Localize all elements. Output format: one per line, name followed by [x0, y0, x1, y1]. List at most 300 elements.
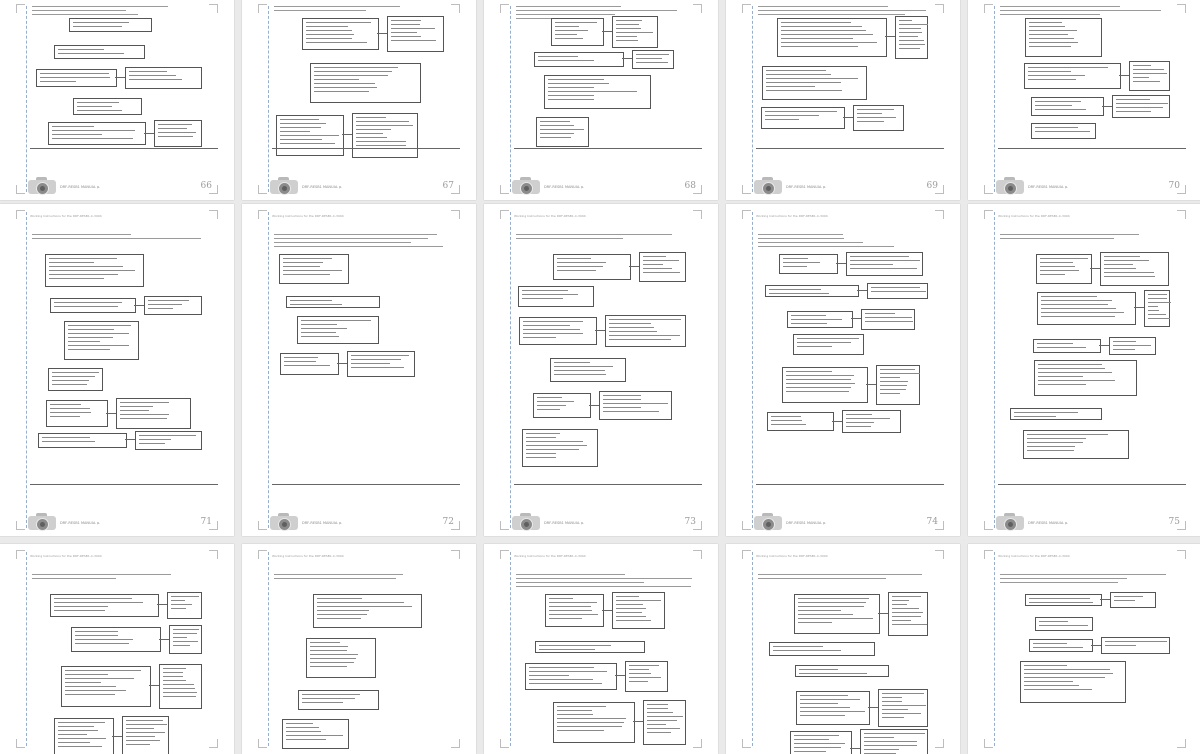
page-thumbnail[interactable]: [484, 544, 718, 754]
page-thumbnail[interactable]: [726, 544, 960, 754]
text-line: [1000, 10, 1161, 11]
flowchart-box: [534, 52, 623, 67]
running-header: Working Instructions for the DRF-RESB1-C-3004: [998, 554, 1070, 558]
flowchart-box: [612, 16, 657, 48]
crop-mark: [742, 185, 751, 194]
flowchart-box: [279, 254, 350, 284]
page-thumbnail[interactable]: [0, 544, 234, 754]
page-thumbnail[interactable]: [484, 0, 718, 200]
flowchart-connector: [851, 318, 861, 319]
crop-mark: [258, 210, 267, 219]
flowchart-box: [1101, 637, 1170, 653]
flowchart-box: [861, 309, 915, 330]
flowchart-box: [519, 317, 598, 345]
crop-mark: [16, 4, 25, 13]
flowchart-box: [135, 431, 202, 450]
flowchart-connector: [159, 639, 169, 640]
text-line: [32, 14, 138, 15]
flowchart-box: [605, 315, 686, 347]
flowchart-box: [1020, 661, 1126, 702]
flowchart-connector: [866, 384, 876, 385]
flowchart-box: [536, 117, 590, 147]
flowchart-connector: [157, 604, 167, 605]
text-line: [1000, 6, 1120, 7]
crop-mark: [16, 550, 25, 559]
flowchart-box: [525, 663, 616, 691]
flowchart-box: [553, 702, 635, 743]
flowchart-connector: [1119, 75, 1129, 76]
flowchart-box: [762, 66, 867, 100]
crop-mark: [693, 210, 702, 219]
flowchart-connector: [622, 58, 632, 59]
flowchart-box: [45, 254, 144, 287]
crop-mark: [500, 739, 509, 748]
body-text: [516, 574, 702, 590]
page-thumbnail[interactable]: [242, 544, 476, 754]
flowchart-box: [1037, 292, 1136, 325]
text-line: [1000, 578, 1127, 579]
footer-text: DRF-RESB1 MANUAL p.: [544, 185, 585, 189]
page-number: 67: [442, 181, 454, 191]
flowchart-box: [888, 592, 928, 636]
flowchart-box: [518, 286, 594, 307]
text-line: [758, 246, 894, 247]
flowchart-connector: [602, 610, 612, 611]
flowchart-connector: [615, 675, 625, 676]
flowchart-connector: [377, 33, 387, 34]
flowchart-box: [169, 625, 202, 654]
flowchart-box: [61, 666, 151, 707]
flowchart-box: [298, 690, 380, 709]
crop-mark: [935, 210, 944, 219]
flowchart-box: [876, 365, 920, 405]
flowchart-box: [1034, 360, 1137, 396]
page-thumbnail[interactable]: [242, 204, 476, 536]
camera-logo-icon: [754, 512, 782, 530]
flowchart-box: [867, 283, 928, 299]
binding-guide-line: [26, 552, 27, 746]
flowchart-connector: [589, 405, 599, 406]
text-line: [758, 6, 888, 7]
text-line: [516, 6, 621, 7]
binding-guide-line: [268, 552, 269, 746]
page-thumbnail[interactable]: [0, 204, 234, 536]
crop-mark: [500, 185, 509, 194]
flowchart-connector: [850, 748, 860, 749]
flowchart-connector: [112, 736, 122, 737]
flowchart-connector: [149, 685, 159, 686]
text-line: [516, 238, 623, 239]
flowchart-box: [765, 285, 859, 297]
text-line: [516, 578, 692, 579]
page-number: 69: [926, 181, 938, 191]
text-line: [274, 238, 428, 239]
flowchart-box: [1109, 337, 1156, 355]
text-line: [32, 10, 126, 11]
body-text: [274, 6, 460, 14]
text-line: [516, 10, 677, 11]
flowchart-connector: [1099, 345, 1109, 346]
flowchart-connector: [106, 413, 116, 414]
text-line: [758, 234, 843, 235]
crop-mark: [500, 4, 509, 13]
text-line: [516, 582, 644, 583]
binding-guide-line: [510, 6, 511, 192]
footer-rule: [998, 484, 1186, 485]
flowchart-box: [1100, 252, 1169, 286]
crop-mark: [693, 550, 702, 559]
crop-mark: [984, 550, 993, 559]
page-thumbnail[interactable]: [968, 544, 1200, 754]
footer-rule: [998, 148, 1186, 149]
page-thumbnail[interactable]: [968, 0, 1200, 200]
flowchart-box: [46, 400, 107, 426]
crop-mark: [935, 739, 944, 748]
footer-rule: [756, 484, 944, 485]
flowchart-box: [545, 594, 604, 627]
flowchart-box: [1112, 95, 1170, 118]
flowchart-box: [64, 321, 139, 361]
flowchart-box: [1031, 123, 1096, 139]
flowchart-box: [796, 691, 870, 725]
flowchart-connector: [1090, 268, 1100, 269]
body-text: [32, 574, 218, 582]
footer-text: DRF-RESB1 MANUAL p.: [60, 521, 101, 525]
flowchart-box: [793, 334, 864, 355]
flowchart-box: [306, 638, 376, 679]
crop-mark: [16, 521, 25, 530]
flowchart-box: [167, 592, 202, 619]
footer-text: DRF-RESB1 MANUAL p.: [786, 185, 827, 189]
page-number: 73: [684, 517, 696, 527]
flowchart-box: [154, 120, 202, 147]
crop-mark: [16, 185, 25, 194]
crop-mark: [984, 521, 993, 530]
running-header: Working Instructions for the DRF-RESB1-C-3004: [514, 214, 586, 218]
body-text: [1000, 574, 1186, 586]
flowchart-box: [769, 642, 875, 656]
text-line: [274, 242, 411, 243]
text-line: [1000, 238, 1114, 239]
crop-mark: [500, 521, 509, 530]
crop-mark: [16, 210, 25, 219]
text-line: [274, 6, 400, 7]
page-number: 68: [684, 181, 696, 191]
footer-text: DRF-RESB1 MANUAL p.: [302, 185, 343, 189]
flowchart-box: [50, 298, 136, 314]
flowchart-box: [639, 252, 686, 282]
crop-mark: [935, 550, 944, 559]
footer-rule: [514, 484, 702, 485]
flowchart-box: [122, 716, 169, 754]
flowchart-box: [794, 594, 880, 634]
binding-guide-line: [26, 6, 27, 192]
flowchart-box: [1129, 61, 1170, 91]
flowchart-box: [522, 429, 598, 466]
flowchart-box: [297, 316, 379, 344]
text-line: [758, 14, 905, 15]
footer-text: DRF-RESB1 MANUAL p.: [1028, 521, 1069, 525]
crop-mark: [984, 739, 993, 748]
binding-guide-line: [268, 212, 269, 528]
camera-logo-icon: [28, 176, 56, 194]
page-thumbnail[interactable]: [242, 0, 476, 200]
crop-mark: [1177, 550, 1186, 559]
text-line: [274, 234, 437, 235]
flowchart-box: [795, 665, 889, 678]
flowchart-box: [782, 367, 868, 403]
footer-rule: [514, 148, 702, 149]
flowchart-box: [48, 368, 103, 391]
crop-mark: [209, 210, 218, 219]
flowchart-box: [544, 75, 652, 109]
crop-mark: [16, 739, 25, 748]
flowchart-box: [310, 63, 420, 103]
crop-mark: [209, 550, 218, 559]
footer-rule: [756, 148, 944, 149]
camera-logo-icon: [996, 512, 1024, 530]
camera-logo-icon: [270, 176, 298, 194]
flowchart-box: [535, 641, 645, 653]
crop-mark: [693, 739, 702, 748]
flowchart-box: [1033, 339, 1101, 353]
running-header: Working Instructions for the DRF-RESB1-C-3004: [272, 554, 344, 558]
flowchart-box: [895, 16, 928, 59]
binding-guide-line: [752, 552, 753, 746]
binding-guide-line: [994, 552, 995, 746]
flowchart-box: [779, 254, 838, 274]
flowchart-box: [846, 252, 923, 276]
binding-guide-line: [268, 6, 269, 192]
page-number: 75: [1168, 517, 1180, 527]
crop-mark: [1177, 210, 1186, 219]
flowchart-connector: [144, 133, 154, 134]
flowchart-box: [860, 729, 928, 754]
body-text: [1000, 6, 1186, 18]
flowchart-connector: [134, 305, 144, 306]
page-number: 71: [200, 517, 212, 527]
crop-mark: [742, 4, 751, 13]
body-text: [516, 234, 702, 242]
flowchart-connector: [602, 31, 612, 32]
flowchart-box: [116, 398, 191, 428]
page-thumbnail[interactable]: [726, 204, 960, 536]
flowchart-box: [625, 661, 668, 693]
body-text: [274, 234, 460, 250]
flowchart-box: [54, 45, 145, 59]
flowchart-box: [276, 115, 344, 156]
crop-mark: [451, 550, 460, 559]
text-line: [274, 10, 366, 11]
flowchart-box: [347, 351, 415, 377]
flowchart-box: [1025, 18, 1102, 57]
flowchart-box: [767, 412, 834, 431]
binding-guide-line: [994, 212, 995, 528]
flowchart-box: [853, 105, 904, 130]
flowchart-box: [550, 358, 627, 382]
text-line: [32, 234, 131, 235]
text-line: [516, 234, 672, 235]
running-header: Working Instructions for the DRF-RESB1-C-3004: [998, 214, 1070, 218]
crop-mark: [500, 210, 509, 219]
flowchart-box: [387, 16, 444, 52]
camera-logo-icon: [270, 512, 298, 530]
text-line: [758, 238, 844, 239]
crop-mark: [742, 550, 751, 559]
flowchart-box: [1035, 617, 1093, 631]
flowchart-connector: [629, 266, 639, 267]
body-text: [758, 574, 944, 582]
flowchart-box: [1144, 290, 1170, 327]
flowchart-box: [36, 69, 117, 86]
flowchart-connector: [595, 330, 605, 331]
flowchart-connector: [115, 77, 125, 78]
flowchart-box: [842, 410, 901, 433]
flowchart-connector: [633, 721, 643, 722]
flowchart-box: [73, 98, 142, 115]
crop-mark: [451, 210, 460, 219]
flowchart-connector: [836, 263, 846, 264]
text-line: [516, 14, 615, 15]
flowchart-box: [159, 664, 202, 709]
camera-logo-icon: [996, 176, 1024, 194]
flowchart-box: [286, 296, 380, 308]
flowchart-connector: [878, 613, 888, 614]
flowchart-connector: [337, 363, 347, 364]
running-header: Working Instructions for the DRF-RESB1-C-3004: [30, 214, 102, 218]
footer-text: DRF-RESB1 MANUAL p.: [544, 521, 585, 525]
flowchart-connector: [1100, 599, 1110, 600]
text-line: [758, 578, 886, 579]
text-line: [32, 574, 171, 575]
text-line: [758, 10, 926, 11]
crop-mark: [1177, 739, 1186, 748]
flowchart-box: [282, 719, 349, 750]
flowchart-box: [1036, 254, 1093, 284]
text-line: [516, 574, 625, 575]
running-header: Working Instructions for the DRF-RESB1-C-3004: [756, 214, 828, 218]
flowchart-box: [777, 18, 887, 57]
flowchart-box: [1010, 408, 1102, 420]
text-line: [32, 578, 116, 579]
footer-rule: [272, 148, 460, 149]
flowchart-box: [48, 122, 146, 145]
footer-rule: [30, 484, 218, 485]
body-text: [274, 574, 460, 582]
footer-text: DRF-RESB1 MANUAL p.: [786, 521, 827, 525]
crop-mark: [984, 210, 993, 219]
flowchart-box: [551, 18, 604, 46]
flowchart-box: [313, 594, 422, 628]
flowchart-connector: [1134, 307, 1144, 308]
flowchart-connector: [843, 117, 853, 118]
body-text: [32, 234, 218, 242]
camera-logo-icon: [512, 512, 540, 530]
binding-guide-line: [26, 212, 27, 528]
flowchart-box: [612, 592, 665, 629]
flowchart-box: [50, 594, 159, 617]
crop-mark: [209, 739, 218, 748]
crop-mark: [258, 4, 267, 13]
flowchart-box: [352, 113, 417, 158]
page-number: 72: [442, 517, 454, 527]
flowchart-box: [787, 311, 853, 328]
flowchart-connector: [1102, 106, 1112, 107]
flowchart-connector: [832, 421, 842, 422]
page-thumbnail[interactable]: [726, 0, 960, 200]
body-text: [758, 234, 944, 250]
flowchart-box: [144, 296, 202, 316]
text-line: [32, 238, 201, 239]
footer-text: DRF-RESB1 MANUAL p.: [1028, 185, 1069, 189]
running-header: Working Instructions for the DRF-RESB1-C-3004: [514, 554, 586, 558]
body-text: [1000, 234, 1186, 242]
text-line: [274, 578, 396, 579]
text-line: [1000, 574, 1166, 575]
flowchart-box: [302, 18, 379, 50]
footer-rule: [30, 148, 218, 149]
crop-mark: [258, 185, 267, 194]
crop-mark: [258, 550, 267, 559]
flowchart-connector: [1091, 645, 1101, 646]
crop-mark: [984, 4, 993, 13]
flowchart-box: [38, 433, 127, 448]
running-header: Working Instructions for the DRF-RESB1-C-3004: [272, 214, 344, 218]
flowchart-box: [125, 67, 202, 88]
text-line: [758, 242, 863, 243]
camera-logo-icon: [512, 176, 540, 194]
flowchart-box: [1023, 430, 1129, 459]
crop-mark: [500, 550, 509, 559]
flowchart-box: [1024, 63, 1120, 89]
crop-mark: [258, 739, 267, 748]
crop-mark: [742, 739, 751, 748]
flowchart-box: [553, 254, 631, 280]
flowchart-box: [280, 353, 339, 375]
page-thumbnail[interactable]: [484, 204, 718, 536]
flowchart-box: [1025, 594, 1102, 606]
flowchart-box: [1031, 97, 1104, 116]
footer-text: DRF-RESB1 MANUAL p.: [60, 185, 101, 189]
binding-guide-line: [510, 212, 511, 528]
flowchart-connector: [885, 36, 895, 37]
flowchart-box: [71, 627, 162, 652]
flowchart-box: [599, 391, 672, 420]
flowchart-box: [632, 50, 674, 69]
text-line: [516, 586, 691, 587]
page-thumbnail[interactable]: [0, 0, 234, 200]
body-text: [32, 6, 218, 18]
text-line: [1000, 14, 1100, 15]
crop-mark: [742, 521, 751, 530]
text-line: [1000, 234, 1139, 235]
crop-mark: [258, 521, 267, 530]
footer-rule: [272, 484, 460, 485]
camera-logo-icon: [28, 512, 56, 530]
binding-guide-line: [752, 212, 753, 528]
flowchart-box: [533, 393, 590, 418]
flowchart-box: [878, 689, 928, 727]
flowchart-box: [1029, 639, 1093, 651]
page-thumbnail[interactable]: [968, 204, 1200, 536]
flowchart-connector: [857, 290, 867, 291]
flowchart-box: [1110, 592, 1155, 608]
flowchart-connector: [125, 439, 135, 440]
binding-guide-line: [994, 6, 995, 192]
camera-logo-icon: [754, 176, 782, 194]
page-number: 70: [1168, 181, 1180, 191]
page-number: 66: [200, 181, 212, 191]
